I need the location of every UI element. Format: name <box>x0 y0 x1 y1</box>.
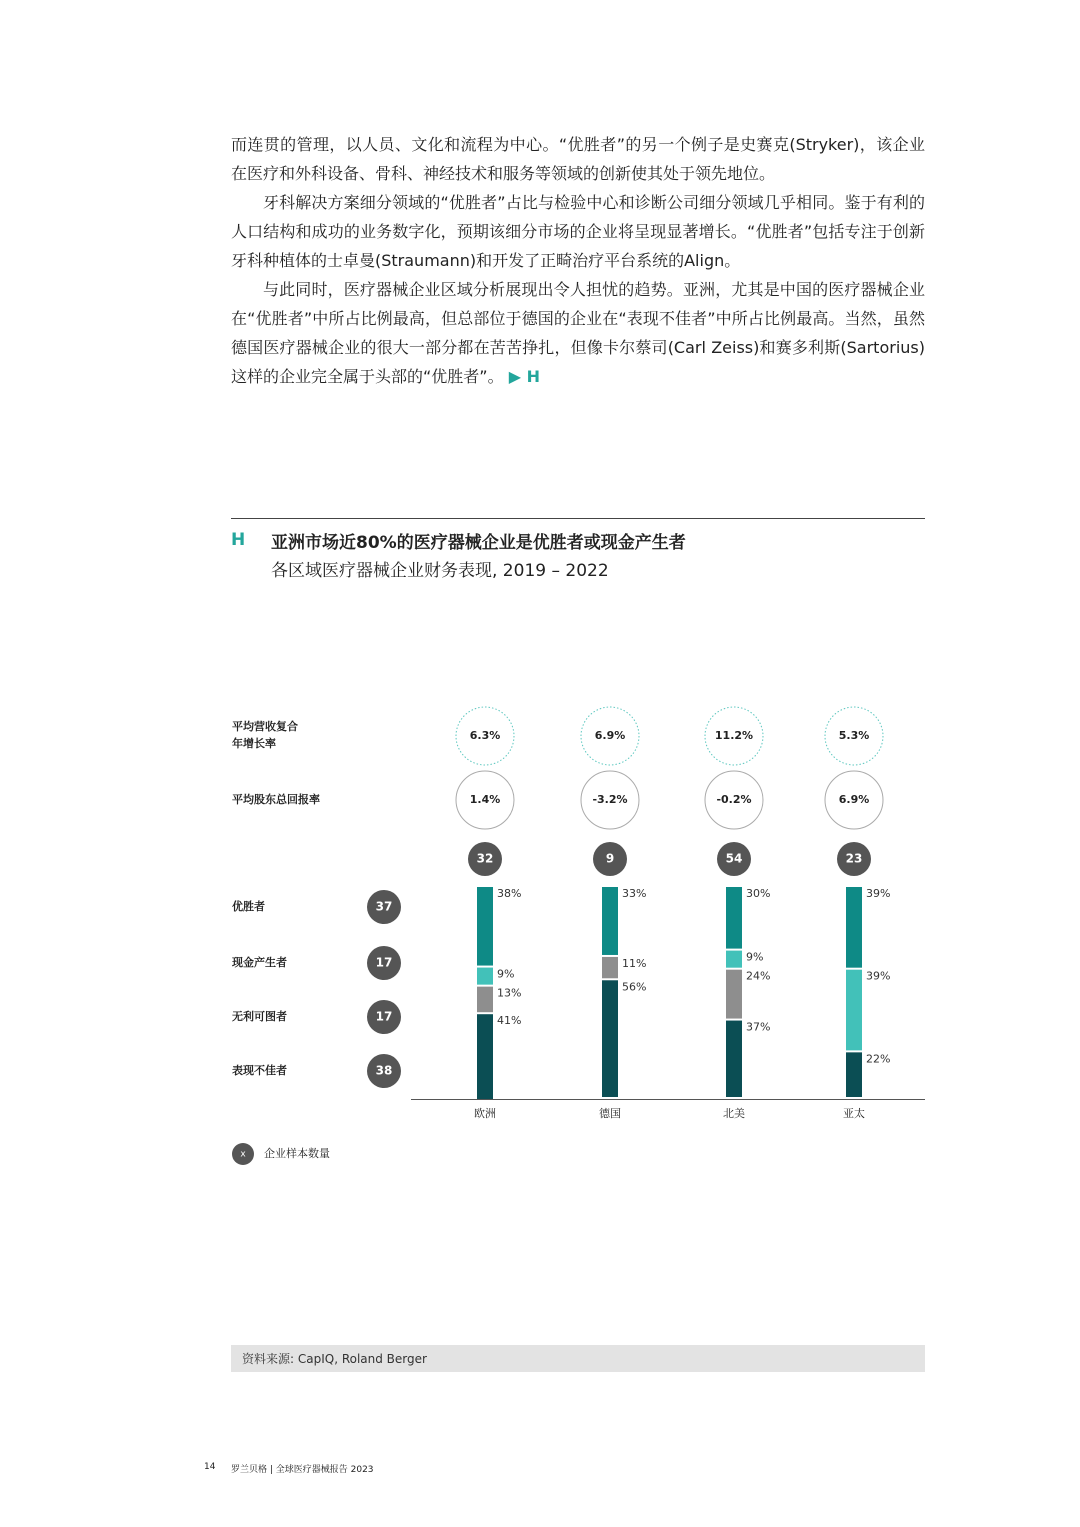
data-label: 39% <box>866 969 891 983</box>
data-label: 13% <box>497 986 522 1000</box>
source-text: 资料来源: CapIQ, Roland Berger <box>242 1352 427 1366</box>
footer-text: 罗兰贝格 | 全球医疗器械报告 2023 <box>231 1465 374 1475</box>
legend-count-value: 38 <box>375 1063 393 1078</box>
bar-segment <box>602 957 618 978</box>
key-badge-marker: x <box>240 1149 246 1160</box>
bar-segment <box>602 980 618 1097</box>
metric-value: 6.9% <box>594 729 626 742</box>
metric-value: 11.2% <box>714 729 754 742</box>
bar-segment <box>846 1052 862 1097</box>
legend-label: 现金产生者 <box>232 956 287 969</box>
data-label: 56% <box>622 980 647 994</box>
legend-label: 优胜者 <box>232 900 265 913</box>
data-label: 24% <box>746 969 771 983</box>
data-label: 33% <box>622 887 647 900</box>
bar-segment <box>602 887 618 955</box>
data-label: 30% <box>746 887 771 900</box>
page-number: 14 <box>204 1462 216 1472</box>
bar-segment <box>477 1014 493 1099</box>
metric-label: 平均股东总回报率 <box>232 793 320 806</box>
metric-value: 5.3% <box>838 729 870 742</box>
legend-count-value: 17 <box>375 1009 393 1024</box>
legend-count-value: 17 <box>375 955 393 970</box>
legend-label: 表现不佳者 <box>232 1064 287 1077</box>
metric-value: 6.3% <box>469 729 501 742</box>
bar-segment <box>477 968 493 985</box>
data-label: 11% <box>622 956 647 970</box>
key-label: 企业样本数量 <box>264 1147 330 1160</box>
bar-segment <box>726 887 742 949</box>
metric-value: 1.4% <box>469 793 501 806</box>
metric-label: 平均营收复合 <box>232 720 298 733</box>
chart-subtitle: 各区域医疗器械企业财务表现, 2019 – 2022 <box>271 561 609 581</box>
data-label: 39% <box>866 887 891 900</box>
bar-segment <box>726 970 742 1019</box>
metric-value: -0.2% <box>716 793 752 806</box>
sample-count-value: 23 <box>845 851 863 866</box>
chart-letter: H <box>231 530 246 550</box>
category-label: 德国 <box>599 1107 621 1120</box>
paragraph: 牙科解决方案细分领域的“优胜者”占比与检验中心和诊断公司细分领域几乎相同。鉴于有利的人口结构和成功的业务数字化，预期该细分市场的企业将呈现显著增长。“优胜者”包括专注于创新牙科种植体的士卓曼(Straumann)和开发了正畸治疗平台系统的Align。 <box>231 193 925 270</box>
metric-label: 年增长率 <box>232 737 276 750</box>
data-label: 41% <box>497 1014 522 1028</box>
sample-count-value: 32 <box>476 851 494 866</box>
bar-segment <box>846 970 862 1051</box>
category-label: 亚太 <box>843 1107 865 1120</box>
data-label: 22% <box>866 1052 891 1066</box>
legend-label: 无利可图者 <box>232 1010 287 1023</box>
metric-value: -3.2% <box>592 793 628 806</box>
source-note <box>231 1345 925 1372</box>
chart-title: 亚洲市场近80%的医疗器械企业是优胜者或现金产生者 <box>271 533 686 553</box>
bar-segment <box>846 887 862 968</box>
bar-segment <box>726 951 742 968</box>
paragraph-text: 与此同时，医疗器械企业区域分析展现出令人担忧的趋势。亚洲，尤其是中国的医疗器械企业在“优胜者”中所占比例最高，但总部位于德国的企业在“表现不佳者”中所占比例最高。当然，虽然德国医疗器械企业的很大一部分都在苦苦挣扎，但像卡尔蔡司(Carl Zeiss)和赛多利斯(Sartorius)这样的企业完全属于头部的“优胜者”。 <box>231 280 925 386</box>
paragraph: 而连贯的管理，以人员、文化和流程为中心。“优胜者”的另一个例子是史赛克(Stryker)，该企业在医疗和外科设备、骨科、神经技术和服务等领域的创新使其处于领先地位。 <box>231 135 925 183</box>
legend-count-value: 37 <box>375 899 393 914</box>
category-label: 欧洲 <box>474 1107 496 1120</box>
category-label: 北美 <box>723 1107 745 1120</box>
data-label: 37% <box>746 1020 771 1034</box>
metric-value: 6.9% <box>838 793 870 806</box>
data-label: 9% <box>497 967 515 981</box>
chart-reference-link[interactable]: ▶ H <box>508 367 540 386</box>
data-label: 9% <box>746 950 764 964</box>
sample-count-value: 9 <box>605 851 615 866</box>
bar-segment <box>726 1021 742 1097</box>
sample-count-value: 54 <box>725 851 743 866</box>
data-label: 38% <box>497 887 522 900</box>
bar-segment <box>477 987 493 1013</box>
bar-segment <box>477 887 493 966</box>
